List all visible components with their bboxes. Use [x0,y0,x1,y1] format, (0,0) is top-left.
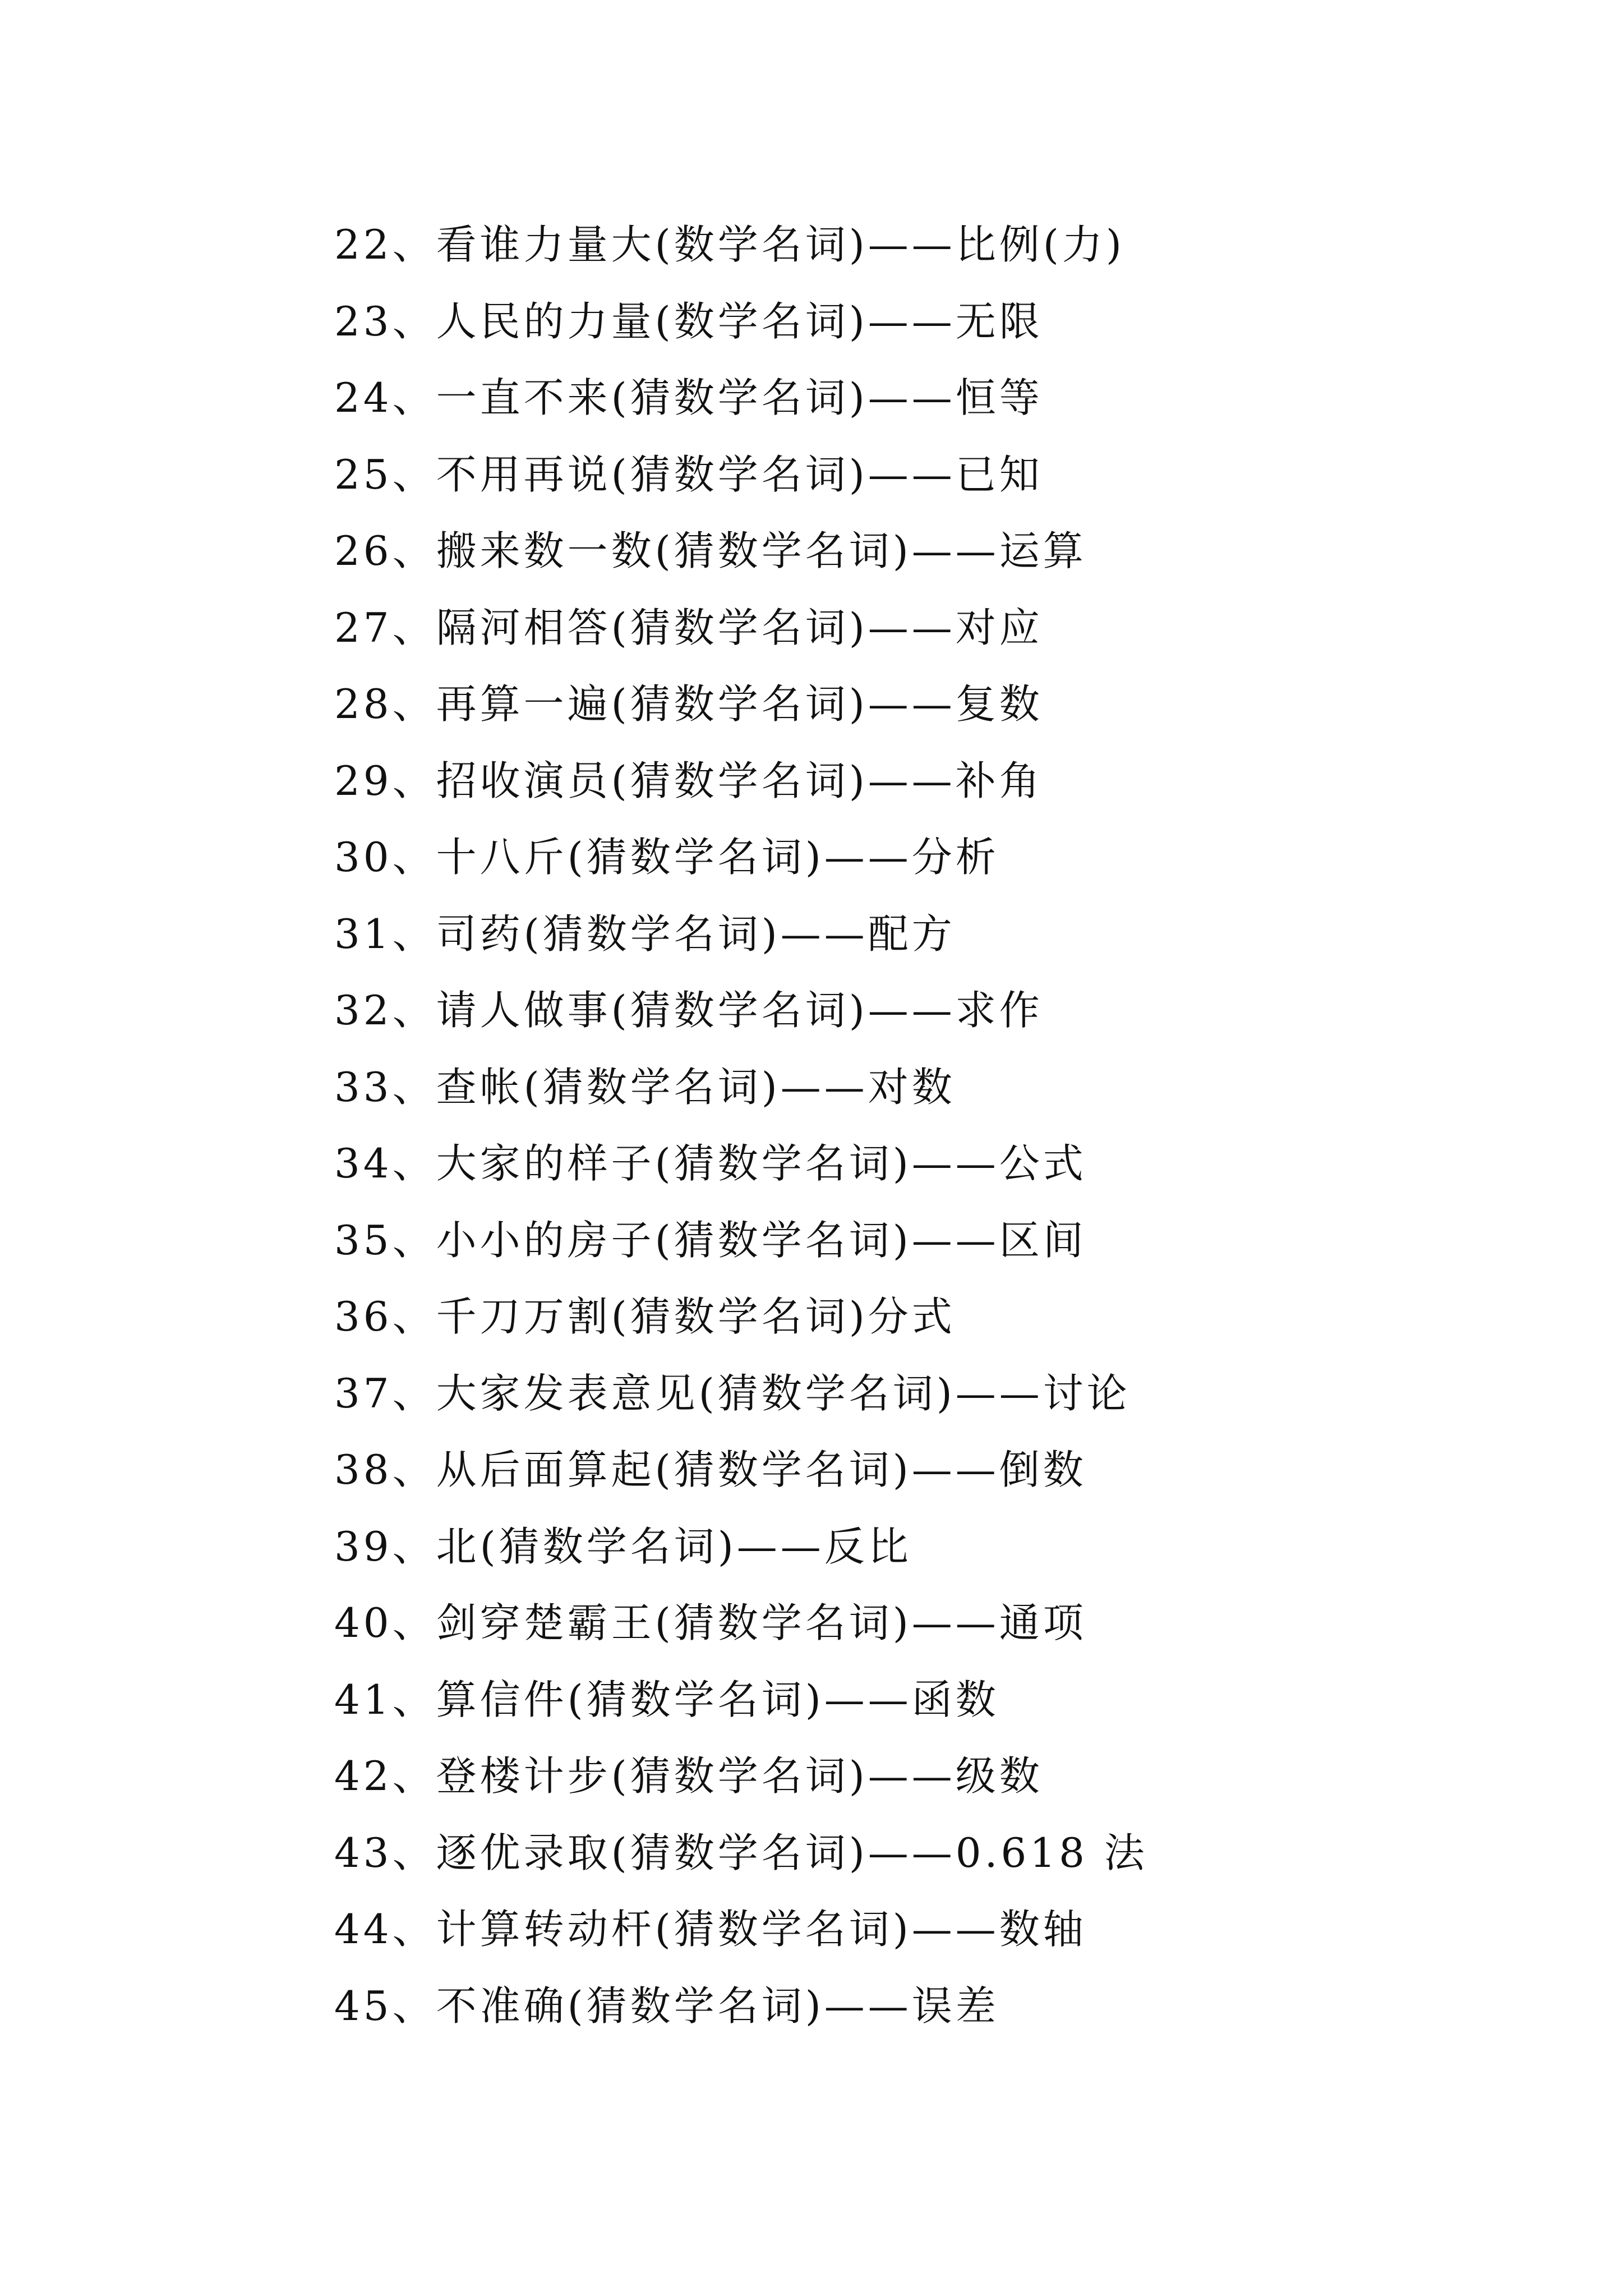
list-item: 36、千刀万割(猜数学名词)分式 [334,1293,956,1340]
list-item: 31、司药(猜数学名词)——配方 [334,910,956,958]
list-item: 25、不用再说(猜数学名词)——已知 [334,450,1043,498]
list-item: 44、计算转动杆(猜数学名词)——数轴 [334,1906,1087,1953]
list-item: 33、查帐(猜数学名词)——对数 [334,1063,956,1111]
list-item: 35、小小的房子(猜数学名词)——区间 [334,1216,1087,1264]
list-item: 28、再算一遍(猜数学名词)——复数 [334,680,1043,728]
riddle-list [334,206,1568,2044]
list-item: 40、剑穿楚霸王(猜数学名词)——通项 [334,1599,1087,1646]
list-item: 22、看谁力量大(数学名词)——比例(力) [334,221,1125,268]
list-item: 23、人民的力量(数学名词)——无限 [334,297,1043,345]
list-item: 24、一直不来(猜数学名词)——恒等 [334,374,1043,421]
list-item: 34、大家的样子(猜数学名词)——公式 [334,1140,1087,1187]
list-item: 27、隔河相答(猜数学名词)——对应 [334,604,1043,651]
list-item: 30、十八斤(猜数学名词)——分析 [334,834,999,881]
list-item: 32、请人做事(猜数学名词)——求作 [334,987,1043,1034]
list-item: 39、北(猜数学名词)——反比 [334,1522,912,1570]
list-item: 37、大家发表意见(猜数学名词)——讨论 [334,1369,1131,1417]
list-item: 41、算信件(猜数学名词)——函数 [334,1676,999,1723]
list-item: 26、搬来数一数(猜数学名词)——运算 [334,527,1087,574]
list-item: 45、不准确(猜数学名词)——误差 [334,1982,999,2030]
list-item: 38、从后面算起(猜数学名词)——倒数 [334,1446,1087,1493]
list-item: 42、登楼计步(猜数学名词)——级数 [334,1752,1043,1800]
list-item: 43、逐优录取(猜数学名词)——0.618 法 [334,1829,1148,1876]
list-item: 29、招收演员(猜数学名词)——补角 [334,757,1043,804]
